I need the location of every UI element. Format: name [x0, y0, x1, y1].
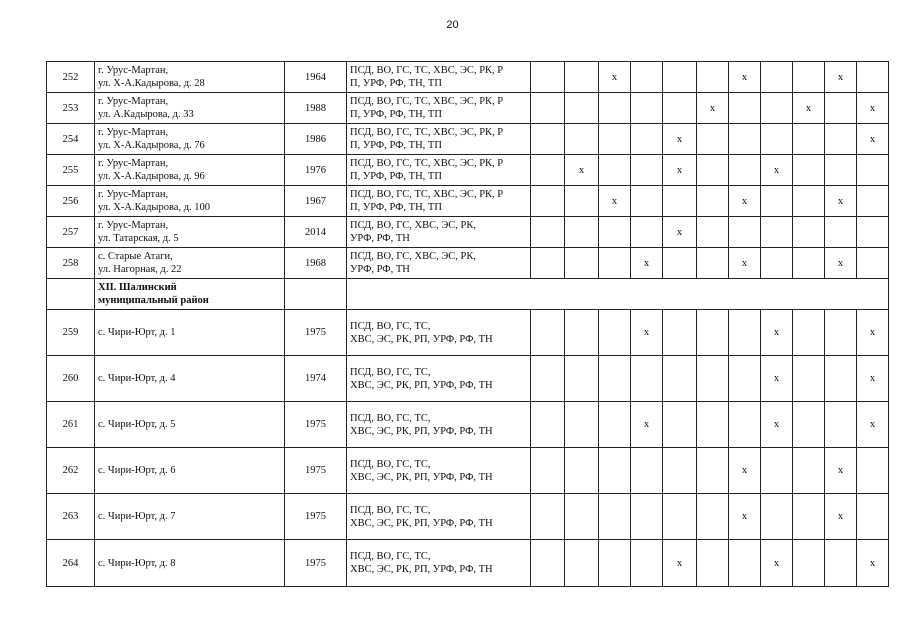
address-cell: [95, 93, 285, 124]
check-mark: x: [837, 465, 844, 476]
check-mark: x: [837, 511, 844, 522]
address-cell: [95, 124, 285, 155]
address-line: с. Старые Атаги,: [98, 251, 173, 262]
mark-cell: [631, 248, 663, 279]
mark-cell: [531, 402, 565, 448]
mark-cell: [531, 186, 565, 217]
mark-cell: [531, 93, 565, 124]
services-line: ХВС, ЭС, РК, РП, УРФ, РФ, ТН: [350, 379, 493, 391]
mark-cell: [631, 124, 663, 155]
services-cell: [347, 448, 531, 494]
mark-cell: [663, 248, 697, 279]
mark-cell: [793, 494, 825, 540]
mark-cell: [761, 217, 793, 248]
mark-cell: [631, 356, 663, 402]
table-row: [47, 494, 889, 540]
services-line: ХВС, ЭС, РК, РП, УРФ, РФ, ТН: [350, 517, 493, 529]
services-line: ПСД, ВО, ГС, ТС,: [350, 551, 431, 562]
mark-cell: [663, 356, 697, 402]
table-row: [47, 310, 889, 356]
check-mark: x: [869, 557, 876, 569]
mark-cell: [825, 248, 857, 279]
address-cell: [95, 62, 285, 93]
table-row: [47, 540, 889, 587]
mark-cell: [663, 93, 697, 124]
check-mark: x: [741, 71, 748, 83]
services-line: УРФ, РФ, ТН: [350, 233, 410, 244]
row-number: 260: [47, 356, 95, 402]
mark-cell: [599, 448, 631, 494]
mark-cell: [761, 494, 793, 540]
check-mark: x: [869, 419, 876, 430]
year-cell: 1975: [285, 402, 347, 448]
table-row: [47, 217, 889, 248]
mark-cell: [729, 93, 761, 124]
mark-cell: [565, 93, 599, 124]
address-line: г. Урус-Мартан,: [98, 220, 169, 231]
mark-cell: [857, 62, 889, 93]
row-number: 256: [47, 186, 95, 217]
address-cell: [95, 217, 285, 248]
mark-cell: [599, 93, 631, 124]
mark-cell: [793, 356, 825, 402]
mark-cell: [631, 494, 663, 540]
year-cell: 1974: [285, 356, 347, 402]
check-mark: x: [741, 511, 748, 522]
mark-cell: [565, 217, 599, 248]
mark-cell: [857, 248, 889, 279]
address-cell: [95, 248, 285, 279]
mark-cell: [631, 540, 663, 587]
mark-cell: [697, 494, 729, 540]
mark-cell: [729, 186, 761, 217]
mark-cell: [663, 155, 697, 186]
mark-cell: [793, 448, 825, 494]
address-cell: [95, 155, 285, 186]
address-line: ул. Х-А.Кадырова, д. 100: [98, 202, 211, 213]
mark-cell: [565, 62, 599, 93]
mark-cell: [857, 402, 889, 448]
mark-cell: [531, 155, 565, 186]
address-line: ул. Х-А.Кадырова, д. 96: [98, 171, 205, 182]
services-line: ХВС, ЭС, РК, РП, УРФ, РФ, ТН: [350, 564, 493, 575]
mark-cell: [729, 540, 761, 587]
mark-cell: [531, 540, 565, 587]
mark-cell: [631, 62, 663, 93]
mark-cell: [599, 494, 631, 540]
mark-cell: [825, 217, 857, 248]
empty-cell: [47, 279, 95, 310]
services-line: ПСД, ВО, ГС, ХВС, ЭС, РК,: [350, 220, 476, 231]
table-row: [47, 124, 889, 155]
services-cell: [347, 217, 531, 248]
mark-cell: [729, 248, 761, 279]
mark-cell: [761, 62, 793, 93]
mark-cell: [697, 124, 729, 155]
year-cell: 1976: [285, 155, 347, 186]
mark-cell: [729, 62, 761, 93]
services-line: П, УРФ, РФ, ТН, ТП: [350, 78, 442, 89]
check-mark: x: [643, 327, 650, 338]
services-line: ПСД, ВО, ГС, ТС,: [350, 504, 431, 516]
services-line: ПСД, ВО, ГС, ТС,: [350, 320, 431, 332]
mark-cell: [631, 310, 663, 356]
mark-cell: [565, 540, 599, 587]
row-number: 258: [47, 248, 95, 279]
check-mark: x: [869, 133, 876, 145]
row-number: 263: [47, 494, 95, 540]
mark-cell: [729, 217, 761, 248]
mark-cell: [697, 62, 729, 93]
address-line: ул. Татарская, д. 5: [98, 233, 179, 244]
year-cell: 1975: [285, 494, 347, 540]
year-cell: 1967: [285, 186, 347, 217]
address-cell: с. Чири-Юрт, д. 5: [95, 402, 285, 448]
mark-cell: [531, 62, 565, 93]
address-cell: [95, 186, 285, 217]
check-mark: x: [773, 557, 780, 569]
services-cell: [347, 186, 531, 217]
mark-cell: [761, 248, 793, 279]
mark-cell: [825, 356, 857, 402]
row-number: 259: [47, 310, 95, 356]
mark-cell: [761, 186, 793, 217]
mark-cell: [793, 186, 825, 217]
mark-cell: [825, 310, 857, 356]
table-row: [47, 186, 889, 217]
page-number: 20: [446, 19, 459, 31]
mark-cell: [729, 124, 761, 155]
check-mark: x: [611, 71, 618, 83]
address-cell: с. Чири-Юрт, д. 7: [95, 494, 285, 540]
services-cell: [347, 310, 531, 356]
mark-cell: [697, 448, 729, 494]
services-line: ПСД, ВО, ГС, ТС, ХВС, ЭС, РК, Р: [350, 158, 504, 169]
mark-cell: [565, 248, 599, 279]
mark-cell: [697, 248, 729, 279]
mark-cell: [599, 248, 631, 279]
mark-cell: [729, 356, 761, 402]
mark-cell: [697, 217, 729, 248]
services-line: УРФ, РФ, ТН: [350, 264, 410, 275]
services-line: П, УРФ, РФ, ТН, ТП: [350, 171, 442, 182]
check-mark: x: [578, 164, 585, 176]
section-title: [95, 279, 285, 310]
row-number: 255: [47, 155, 95, 186]
services-line: ПСД, ВО, ГС, ТС, ХВС, ЭС, РК, Р: [350, 96, 504, 107]
services-cell: [347, 155, 531, 186]
year-cell: 1968: [285, 248, 347, 279]
address-line: г. Урус-Мартан,: [98, 189, 169, 200]
mark-cell: [825, 494, 857, 540]
table-row: [47, 448, 889, 494]
address-line: ул. А.Кадырова, д. 33: [98, 109, 194, 120]
address-line: г. Урус-Мартан,: [98, 65, 169, 76]
mark-cell: [825, 540, 857, 587]
mark-cell: [793, 124, 825, 155]
mark-cell: [761, 356, 793, 402]
mark-cell: [599, 186, 631, 217]
check-mark: x: [773, 164, 780, 176]
year-cell: 1964: [285, 62, 347, 93]
mark-cell: [825, 93, 857, 124]
section-title-line: муниципальный район: [98, 295, 209, 306]
mark-cell: [729, 310, 761, 356]
check-mark: x: [773, 419, 780, 430]
housing-register-table: [46, 61, 889, 587]
services-cell: [347, 356, 531, 402]
mark-cell: [761, 155, 793, 186]
mark-cell: [565, 494, 599, 540]
check-mark: x: [741, 195, 748, 207]
services-line: ПСД, ВО, ГС, ХВС, ЭС, РК,: [350, 251, 476, 262]
address-cell: с. Чири-Юрт, д. 1: [95, 310, 285, 356]
section-title-line: XII. Шалинский: [98, 282, 177, 293]
mark-cell: [729, 448, 761, 494]
mark-cell: [599, 402, 631, 448]
mark-cell: [793, 217, 825, 248]
mark-cell: [531, 124, 565, 155]
year-cell: 1988: [285, 93, 347, 124]
mark-cell: [565, 310, 599, 356]
services-line: ХВС, ЭС, РК, РП, УРФ, РФ, ТН: [350, 333, 493, 345]
row-number: 261: [47, 402, 95, 448]
services-line: П, УРФ, РФ, ТН, ТП: [350, 202, 442, 213]
mark-cell: [631, 186, 663, 217]
services-cell: [347, 248, 531, 279]
year-cell: 2014: [285, 217, 347, 248]
mark-cell: [793, 540, 825, 587]
mark-cell: [825, 62, 857, 93]
check-mark: x: [837, 257, 844, 269]
mark-cell: [761, 402, 793, 448]
mark-cell: [697, 540, 729, 587]
services-line: ХВС, ЭС, РК, РП, УРФ, РФ, ТН: [350, 471, 493, 483]
check-mark: x: [741, 257, 748, 269]
check-mark: x: [643, 419, 650, 430]
mark-cell: [531, 448, 565, 494]
address-cell: с. Чири-Юрт, д. 4: [95, 356, 285, 402]
mark-cell: [631, 93, 663, 124]
mark-cell: [663, 540, 697, 587]
mark-cell: [565, 356, 599, 402]
mark-cell: [631, 217, 663, 248]
mark-cell: [825, 448, 857, 494]
section-header-row: [47, 279, 889, 310]
mark-cell: [825, 124, 857, 155]
mark-cell: [565, 124, 599, 155]
mark-cell: [531, 248, 565, 279]
table-row: [47, 248, 889, 279]
check-mark: x: [676, 133, 683, 145]
mark-cell: [531, 494, 565, 540]
empty-cell: [285, 279, 347, 310]
mark-cell: [761, 124, 793, 155]
mark-cell: [531, 217, 565, 248]
year-cell: 1986: [285, 124, 347, 155]
mark-cell: [565, 402, 599, 448]
mark-cell: [729, 494, 761, 540]
row-number: 254: [47, 124, 95, 155]
services-line: ПСД, ВО, ГС, ТС,: [350, 412, 431, 424]
address-line: ул. Х-А.Кадырова, д. 76: [98, 140, 205, 151]
check-mark: x: [805, 102, 812, 114]
year-cell: 1975: [285, 540, 347, 587]
services-line: ПСД, ВО, ГС, ТС, ХВС, ЭС, РК, Р: [350, 65, 504, 76]
mark-cell: [825, 186, 857, 217]
mark-cell: [531, 356, 565, 402]
mark-cell: [599, 124, 631, 155]
row-number: 252: [47, 62, 95, 93]
mark-cell: [565, 155, 599, 186]
mark-cell: [825, 402, 857, 448]
address-line: г. Урус-Мартан,: [98, 158, 169, 169]
mark-cell: [793, 310, 825, 356]
mark-cell: [857, 494, 889, 540]
check-mark: x: [773, 373, 780, 384]
mark-cell: [697, 93, 729, 124]
address-line: г. Урус-Мартан,: [98, 96, 169, 107]
check-mark: x: [837, 71, 844, 83]
services-line: П, УРФ, РФ, ТН, ТП: [350, 109, 442, 120]
check-mark: x: [676, 557, 683, 569]
mark-cell: [565, 448, 599, 494]
check-mark: x: [741, 465, 748, 476]
mark-cell: [663, 402, 697, 448]
table-row: [47, 402, 889, 448]
mark-cell: [857, 93, 889, 124]
mark-cell: [857, 155, 889, 186]
mark-cell: [857, 186, 889, 217]
mark-cell: [793, 155, 825, 186]
mark-cell: [697, 402, 729, 448]
mark-cell: [857, 124, 889, 155]
mark-cell: [697, 186, 729, 217]
check-mark: x: [611, 195, 618, 207]
mark-cell: [631, 155, 663, 186]
mark-cell: [663, 62, 697, 93]
mark-cell: [663, 310, 697, 356]
mark-cell: [697, 356, 729, 402]
mark-cell: [599, 310, 631, 356]
mark-cell: [793, 248, 825, 279]
services-line: ПСД, ВО, ГС, ТС,: [350, 366, 431, 378]
mark-cell: [565, 186, 599, 217]
check-mark: x: [709, 102, 716, 114]
address-line: ул. Х-А.Кадырова, д. 28: [98, 78, 205, 89]
mark-cell: [663, 494, 697, 540]
mark-cell: [729, 155, 761, 186]
table-row: [47, 155, 889, 186]
mark-cell: [531, 310, 565, 356]
services-cell: [347, 62, 531, 93]
address-cell: с. Чири-Юрт, д. 6: [95, 448, 285, 494]
mark-cell: [761, 310, 793, 356]
mark-cell: [825, 155, 857, 186]
mark-cell: [599, 540, 631, 587]
mark-cell: [663, 217, 697, 248]
mark-cell: [761, 93, 793, 124]
mark-cell: [663, 186, 697, 217]
mark-cell: [761, 540, 793, 587]
mark-cell: [599, 62, 631, 93]
row-number: 253: [47, 93, 95, 124]
mark-cell: [857, 356, 889, 402]
year-cell: 1975: [285, 310, 347, 356]
check-mark: x: [773, 327, 780, 338]
services-line: П, УРФ, РФ, ТН, ТП: [350, 140, 442, 151]
check-mark: x: [837, 195, 844, 207]
address-line: ул. Нагорная, д. 22: [98, 264, 182, 275]
mark-cell: [729, 402, 761, 448]
mark-cell: [697, 310, 729, 356]
table-row: [47, 356, 889, 402]
empty-cell: [347, 279, 889, 310]
row-number: 257: [47, 217, 95, 248]
year-cell: 1975: [285, 448, 347, 494]
check-mark: x: [869, 373, 876, 384]
services-cell: [347, 540, 531, 587]
check-mark: x: [869, 102, 876, 114]
mark-cell: [793, 62, 825, 93]
services-cell: [347, 402, 531, 448]
mark-cell: [857, 217, 889, 248]
address-cell: с. Чири-Юрт, д. 8: [95, 540, 285, 587]
row-number: 262: [47, 448, 95, 494]
mark-cell: [697, 155, 729, 186]
services-line: ХВС, ЭС, РК, РП, УРФ, РФ, ТН: [350, 425, 493, 437]
mark-cell: [793, 93, 825, 124]
check-mark: x: [869, 327, 876, 338]
table-row: [47, 93, 889, 124]
mark-cell: [857, 540, 889, 587]
mark-cell: [599, 155, 631, 186]
mark-cell: [631, 448, 663, 494]
mark-cell: [599, 356, 631, 402]
mark-cell: [761, 448, 793, 494]
check-mark: x: [643, 257, 650, 269]
services-line: ПСД, ВО, ГС, ТС,: [350, 458, 431, 470]
table-row: [47, 62, 889, 93]
services-line: ПСД, ВО, ГС, ТС, ХВС, ЭС, РК, Р: [350, 189, 504, 200]
mark-cell: [663, 124, 697, 155]
services-cell: [347, 93, 531, 124]
services-cell: [347, 494, 531, 540]
services-line: ПСД, ВО, ГС, ТС, ХВС, ЭС, РК, Р: [350, 127, 504, 138]
check-mark: x: [676, 226, 683, 238]
mark-cell: [631, 402, 663, 448]
services-cell: [347, 124, 531, 155]
check-mark: x: [676, 164, 683, 176]
row-number: 264: [47, 540, 95, 587]
mark-cell: [857, 448, 889, 494]
mark-cell: [857, 310, 889, 356]
address-line: г. Урус-Мартан,: [98, 127, 169, 138]
mark-cell: [599, 217, 631, 248]
mark-cell: [663, 448, 697, 494]
mark-cell: [793, 402, 825, 448]
